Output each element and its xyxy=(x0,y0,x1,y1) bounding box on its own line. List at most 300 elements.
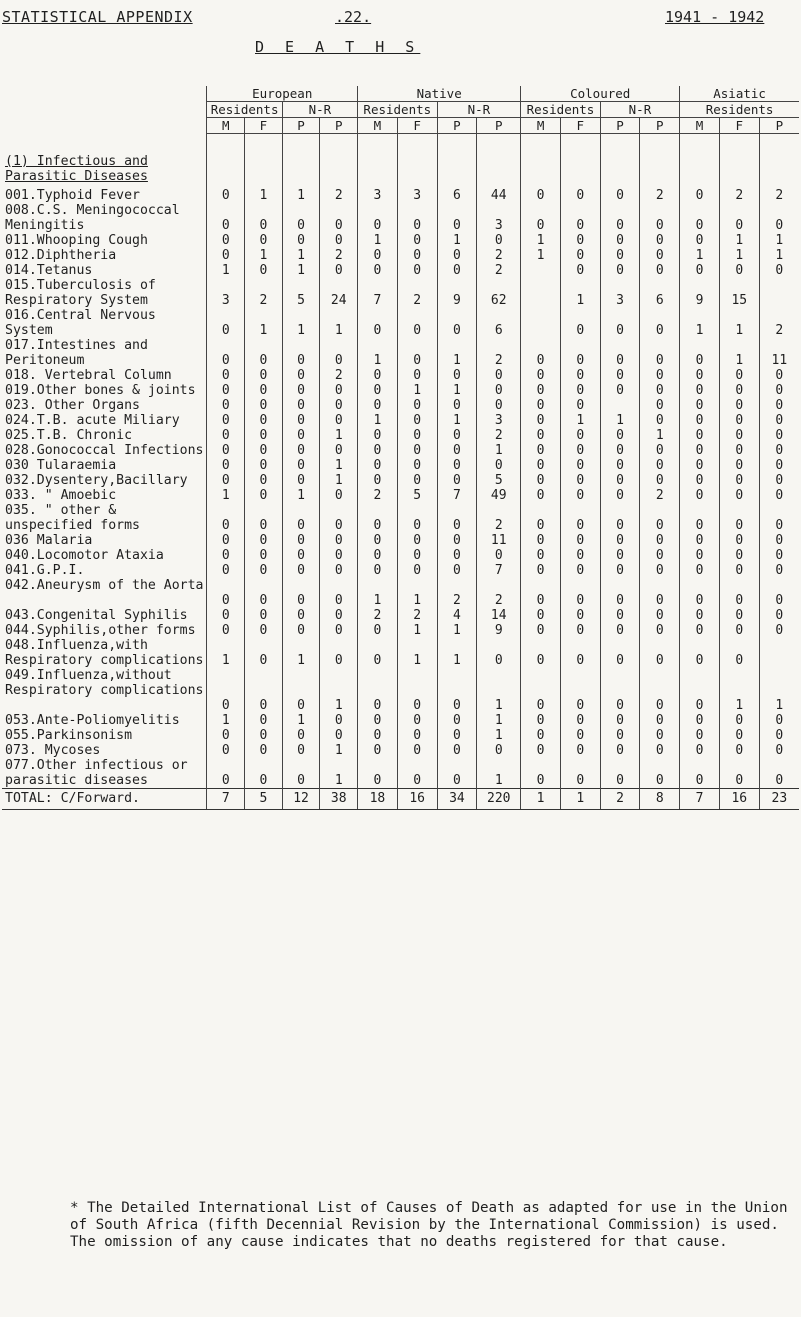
value-cell: 0 xyxy=(282,473,320,488)
cause-label: 077.Other infectious or parasitic diseases xyxy=(5,757,188,788)
value-cell: 0 xyxy=(719,713,759,728)
value-cell: 0 xyxy=(560,503,600,533)
value-cell: 0 xyxy=(397,548,437,563)
value-cell: 0 xyxy=(358,398,398,413)
value-cell: 0 xyxy=(680,488,720,503)
value-cell: 0 xyxy=(320,233,358,248)
blank-cell xyxy=(680,134,720,188)
value-cell: 0 xyxy=(282,428,320,443)
value-cell: 0 xyxy=(719,458,759,473)
value-cell: 0 xyxy=(207,233,245,248)
value-cell: 0 xyxy=(719,728,759,743)
value-cell: 2 xyxy=(759,188,799,203)
value-cell: 0 xyxy=(207,473,245,488)
value-cell: 0 xyxy=(477,458,521,473)
value-cell: 1 xyxy=(397,578,437,608)
value-cell: 0 xyxy=(207,563,245,578)
table-row xyxy=(2,248,799,263)
value-cell: 0 xyxy=(560,488,600,503)
value-cell: 0 xyxy=(759,578,799,608)
table-row xyxy=(2,428,799,443)
table-row xyxy=(2,443,799,458)
value-cell: 1 xyxy=(207,263,245,278)
value-cell: 0 xyxy=(437,428,477,443)
value-cell: 0 xyxy=(640,533,680,548)
value-cell: 1 xyxy=(477,443,521,458)
value-cell: 0 xyxy=(397,413,437,428)
blank-cell xyxy=(437,134,477,188)
blank-cell xyxy=(320,134,358,188)
value-cell: 0 xyxy=(397,368,437,383)
value-cell: 0 xyxy=(719,608,759,623)
value-cell: 0 xyxy=(320,443,358,458)
value-cell: 0 xyxy=(560,368,600,383)
value-cell: 0 xyxy=(397,668,437,713)
value-cell: 0 xyxy=(245,368,283,383)
cause-label: 040.Locomotor Ataxia xyxy=(5,547,164,563)
value-cell: 2 xyxy=(437,578,477,608)
value-cell: 1 xyxy=(320,743,358,758)
subgroup-header: Residents xyxy=(680,102,799,118)
group-header-european: European xyxy=(207,86,358,102)
value-cell: 1 xyxy=(245,188,283,203)
value-cell: 0 xyxy=(719,443,759,458)
value-cell: 0 xyxy=(759,443,799,458)
value-cell: 0 xyxy=(207,458,245,473)
blank-cell xyxy=(477,134,521,188)
total-row xyxy=(2,788,799,809)
value-cell: 0 xyxy=(437,743,477,758)
value-cell: 1 xyxy=(600,413,640,428)
value-cell: 0 xyxy=(560,548,600,563)
value-cell: 5 xyxy=(397,488,437,503)
value-cell: 0 xyxy=(358,473,398,488)
value-cell: 0 xyxy=(397,233,437,248)
value-cell: 0 xyxy=(245,398,283,413)
cause-label: 019.Other bones & joints xyxy=(5,382,196,398)
value-cell: 0 xyxy=(521,428,561,443)
value-cell: 1 xyxy=(397,623,437,638)
value-cell: 0 xyxy=(521,188,561,203)
value-cell: 0 xyxy=(680,563,720,578)
value-cell: 0 xyxy=(560,713,600,728)
value-cell: 0 xyxy=(207,578,245,608)
value-cell: 0 xyxy=(680,758,720,789)
value-cell: 0 xyxy=(358,638,398,668)
value-cell: 0 xyxy=(282,368,320,383)
value-cell: 0 xyxy=(397,308,437,338)
report-year: 1941 - 1942 xyxy=(665,8,765,26)
value-cell: 0 xyxy=(397,713,437,728)
value-cell: 0 xyxy=(245,503,283,533)
column-header: F xyxy=(245,118,283,134)
value-cell: 24 xyxy=(320,278,358,308)
value-cell: 1 xyxy=(719,668,759,713)
value-cell: 0 xyxy=(207,728,245,743)
value-cell: 0 xyxy=(477,743,521,758)
value-cell: 0 xyxy=(437,503,477,533)
value-cell: 0 xyxy=(320,203,358,233)
value-cell: 1 xyxy=(477,713,521,728)
value-cell: 0 xyxy=(640,713,680,728)
value-cell: 0 xyxy=(207,668,245,713)
value-cell: 1 xyxy=(437,413,477,428)
total-cell: 23 xyxy=(759,788,799,809)
blank-cell xyxy=(600,134,640,188)
value-cell: 0 xyxy=(719,638,759,668)
value-cell: 1 xyxy=(477,668,521,713)
blank-cell xyxy=(759,134,799,188)
table-row xyxy=(2,458,799,473)
value-cell xyxy=(759,278,799,308)
blank-cell xyxy=(245,134,283,188)
column-header: P xyxy=(477,118,521,134)
value-cell: 0 xyxy=(245,428,283,443)
value-cell: 0 xyxy=(437,728,477,743)
column-header: F xyxy=(560,118,600,134)
value-cell: 0 xyxy=(600,203,640,233)
value-cell: 0 xyxy=(207,398,245,413)
value-cell: 0 xyxy=(560,638,600,668)
value-cell: 0 xyxy=(320,488,358,503)
table-row xyxy=(2,488,799,503)
value-cell: 1 xyxy=(282,488,320,503)
value-cell: 0 xyxy=(719,758,759,789)
value-cell: 0 xyxy=(207,443,245,458)
total-cell: 8 xyxy=(640,788,680,809)
blank-cell xyxy=(521,134,561,188)
value-cell: 0 xyxy=(680,458,720,473)
blank-cell xyxy=(719,134,759,188)
blank-cell xyxy=(282,134,320,188)
value-cell: 0 xyxy=(640,758,680,789)
value-cell: 1 xyxy=(207,638,245,668)
value-cell: 1 xyxy=(759,233,799,248)
value-cell: 0 xyxy=(759,473,799,488)
cause-label: 011.Whooping Cough xyxy=(5,232,148,248)
value-cell: 0 xyxy=(640,578,680,608)
value-cell: 1 xyxy=(477,728,521,743)
value-cell xyxy=(521,278,561,308)
value-cell: 0 xyxy=(245,488,283,503)
value-cell: 2 xyxy=(477,248,521,263)
value-cell: 0 xyxy=(320,383,358,398)
value-cell: 9 xyxy=(437,278,477,308)
blank-cell xyxy=(640,134,680,188)
blank-cell xyxy=(207,134,245,188)
footnote xyxy=(70,1200,795,1251)
value-cell: 3 xyxy=(477,413,521,428)
blank-cell xyxy=(358,134,398,188)
value-cell: 0 xyxy=(358,623,398,638)
value-cell: 1 xyxy=(245,248,283,263)
value-cell: 0 xyxy=(600,623,640,638)
group-header-native: Native xyxy=(358,86,521,102)
total-cell: 18 xyxy=(358,788,398,809)
value-cell: 0 xyxy=(207,743,245,758)
value-cell: 2 xyxy=(358,488,398,503)
deaths-table xyxy=(2,86,799,810)
page-number: .22. xyxy=(335,8,372,26)
value-cell: 0 xyxy=(477,548,521,563)
value-cell: 0 xyxy=(521,743,561,758)
value-cell: 0 xyxy=(680,638,720,668)
value-cell: 0 xyxy=(560,743,600,758)
value-cell: 0 xyxy=(680,233,720,248)
column-header: P xyxy=(600,118,640,134)
value-cell: 0 xyxy=(600,368,640,383)
value-cell: 0 xyxy=(397,338,437,368)
value-cell: 0 xyxy=(759,368,799,383)
value-cell: 0 xyxy=(600,578,640,608)
value-cell: 0 xyxy=(640,458,680,473)
value-cell: 2 xyxy=(320,248,358,263)
column-header: P xyxy=(282,118,320,134)
value-cell: 0 xyxy=(437,308,477,338)
value-cell: 2 xyxy=(477,428,521,443)
value-cell: 0 xyxy=(437,203,477,233)
value-cell: 0 xyxy=(437,713,477,728)
value-cell: 1 xyxy=(282,263,320,278)
value-cell: 0 xyxy=(680,743,720,758)
value-cell: 0 xyxy=(640,623,680,638)
value-cell: 0 xyxy=(680,668,720,713)
value-cell: 0 xyxy=(560,728,600,743)
value-cell: 0 xyxy=(560,428,600,443)
value-cell: 0 xyxy=(282,758,320,789)
cause-label: 036 Malaria xyxy=(5,532,93,548)
cause-label: 024.T.B. acute Miliary xyxy=(5,412,180,428)
value-cell: 0 xyxy=(358,248,398,263)
value-cell: 0 xyxy=(245,383,283,398)
value-cell: 7 xyxy=(358,278,398,308)
value-cell: 3 xyxy=(600,278,640,308)
value-cell: 0 xyxy=(759,398,799,413)
value-cell: 0 xyxy=(207,758,245,789)
cause-label: 041.G.P.I. xyxy=(5,562,85,578)
table-row xyxy=(2,668,799,713)
value-cell: 0 xyxy=(759,533,799,548)
value-cell: 1 xyxy=(320,473,358,488)
table-row xyxy=(2,728,799,743)
value-cell: 0 xyxy=(600,263,640,278)
value-cell: 2 xyxy=(320,368,358,383)
value-cell: 0 xyxy=(600,188,640,203)
cause-label: 042.Aneurysm of the Aorta xyxy=(5,577,204,593)
table-row xyxy=(2,713,799,728)
cause-label: 053.Ante-Poliomyelitis xyxy=(5,712,180,728)
value-cell: 0 xyxy=(358,533,398,548)
value-cell: 0 xyxy=(521,578,561,608)
total-cell: 7 xyxy=(207,788,245,809)
value-cell: 0 xyxy=(477,398,521,413)
value-cell: 0 xyxy=(521,623,561,638)
subgroup-header: Residents xyxy=(358,102,437,118)
value-cell: 0 xyxy=(358,383,398,398)
value-cell: 0 xyxy=(719,473,759,488)
value-cell: 9 xyxy=(680,278,720,308)
value-cell: 0 xyxy=(437,458,477,473)
value-cell: 0 xyxy=(680,548,720,563)
value-cell: 0 xyxy=(600,638,640,668)
value-cell: 0 xyxy=(680,338,720,368)
cause-label: 025.T.B. Chronic xyxy=(5,427,133,443)
cause-label: 044.Syphilis,other forms xyxy=(5,622,196,638)
value-cell: 0 xyxy=(521,398,561,413)
value-cell: 0 xyxy=(600,608,640,623)
value-cell: 0 xyxy=(320,623,358,638)
table-row xyxy=(2,383,799,398)
value-cell: 1 xyxy=(320,758,358,789)
value-cell: 0 xyxy=(282,623,320,638)
value-cell: 0 xyxy=(282,458,320,473)
value-cell: 0 xyxy=(759,623,799,638)
value-cell: 0 xyxy=(560,443,600,458)
value-cell: 0 xyxy=(207,428,245,443)
table-row xyxy=(2,233,799,248)
value-cell: 0 xyxy=(320,503,358,533)
value-cell: 0 xyxy=(397,458,437,473)
value-cell: 1 xyxy=(282,188,320,203)
value-cell: 0 xyxy=(640,203,680,233)
value-cell: 1 xyxy=(282,308,320,338)
value-cell: 0 xyxy=(245,548,283,563)
value-cell: 0 xyxy=(640,563,680,578)
subgroup-header: N-R xyxy=(282,102,357,118)
value-cell: 0 xyxy=(640,443,680,458)
total-label: TOTAL: C/Forward. xyxy=(2,788,207,809)
value-cell: 0 xyxy=(282,548,320,563)
group-header-asiatic: Asiatic xyxy=(680,86,799,102)
value-cell: 1 xyxy=(358,338,398,368)
value-cell: 0 xyxy=(680,728,720,743)
value-cell: 0 xyxy=(680,188,720,203)
value-cell: 1 xyxy=(719,233,759,248)
header-blank xyxy=(2,86,207,102)
value-cell: 0 xyxy=(759,548,799,563)
value-cell: 0 xyxy=(358,458,398,473)
value-cell: 0 xyxy=(207,188,245,203)
value-cell: 0 xyxy=(207,338,245,368)
footnote-text: * The Detailed International List of Causes of Death as adapted for use in the Union of South Africa (fifth Decennial Revision by the International Commission) is used. The omission of any cause indicates that no deaths registered for that cause. xyxy=(70,1200,788,1250)
value-cell: 0 xyxy=(680,443,720,458)
value-cell: 0 xyxy=(397,503,437,533)
value-cell: 0 xyxy=(719,533,759,548)
value-cell: 0 xyxy=(521,458,561,473)
value-cell: 2 xyxy=(320,188,358,203)
value-cell: 0 xyxy=(358,728,398,743)
value-cell: 0 xyxy=(560,758,600,789)
value-cell: 0 xyxy=(397,758,437,789)
value-cell: 0 xyxy=(207,608,245,623)
value-cell: 1 xyxy=(521,233,561,248)
value-cell: 1 xyxy=(437,623,477,638)
value-cell: 0 xyxy=(358,263,398,278)
value-cell: 0 xyxy=(719,743,759,758)
value-cell: 1 xyxy=(282,638,320,668)
value-cell: 0 xyxy=(245,758,283,789)
value-cell: 0 xyxy=(282,503,320,533)
header-blank xyxy=(2,102,207,118)
value-cell: 0 xyxy=(245,338,283,368)
value-cell: 0 xyxy=(437,443,477,458)
value-cell: 0 xyxy=(320,548,358,563)
value-cell: 0 xyxy=(477,638,521,668)
value-cell: 1 xyxy=(719,338,759,368)
value-cell: 0 xyxy=(600,443,640,458)
value-cell: 0 xyxy=(680,533,720,548)
value-cell: 7 xyxy=(477,563,521,578)
value-cell: 0 xyxy=(640,368,680,383)
value-cell: 0 xyxy=(680,608,720,623)
page-header xyxy=(0,0,801,70)
value-cell: 2 xyxy=(640,488,680,503)
total-cell: 1 xyxy=(521,788,561,809)
value-cell: 0 xyxy=(397,563,437,578)
value-cell: 1 xyxy=(437,383,477,398)
value-cell xyxy=(759,638,799,668)
value-cell xyxy=(521,263,561,278)
cause-label: 073. Mycoses xyxy=(5,742,101,758)
value-cell: 15 xyxy=(719,278,759,308)
value-cell: 1 xyxy=(521,248,561,263)
value-cell: 0 xyxy=(437,668,477,713)
cause-label: 028.Gonococcal Infections xyxy=(5,442,204,458)
value-cell: 0 xyxy=(282,563,320,578)
value-cell: 0 xyxy=(521,563,561,578)
value-cell: 0 xyxy=(560,473,600,488)
value-cell: 0 xyxy=(397,428,437,443)
value-cell: 0 xyxy=(719,203,759,233)
value-cell: 0 xyxy=(282,443,320,458)
value-cell: 11 xyxy=(759,338,799,368)
value-cell: 1 xyxy=(320,428,358,443)
table-row xyxy=(2,338,799,368)
value-cell: 0 xyxy=(640,398,680,413)
value-cell: 0 xyxy=(680,623,720,638)
value-cell: 0 xyxy=(320,413,358,428)
value-cell: 0 xyxy=(600,758,640,789)
table-row xyxy=(2,578,799,608)
value-cell: 0 xyxy=(245,623,283,638)
value-cell: 0 xyxy=(600,563,640,578)
value-cell: 0 xyxy=(759,413,799,428)
table-row xyxy=(2,548,799,563)
value-cell: 0 xyxy=(282,578,320,608)
value-cell: 1 xyxy=(759,668,799,713)
value-cell: 0 xyxy=(207,203,245,233)
value-cell: 6 xyxy=(477,308,521,338)
value-cell: 0 xyxy=(719,398,759,413)
value-cell: 0 xyxy=(680,383,720,398)
value-cell: 0 xyxy=(397,533,437,548)
value-cell: 0 xyxy=(437,533,477,548)
value-cell: 0 xyxy=(477,233,521,248)
cause-label: 015.Tuberculosis of Respiratory System xyxy=(5,277,156,308)
cause-label: 014.Tetanus xyxy=(5,262,93,278)
value-cell: 0 xyxy=(680,368,720,383)
value-cell: 2 xyxy=(397,278,437,308)
table-row xyxy=(2,398,799,413)
value-cell: 0 xyxy=(207,368,245,383)
value-cell: 0 xyxy=(640,668,680,713)
table-row xyxy=(2,758,799,789)
value-cell: 1 xyxy=(397,638,437,668)
value-cell: 0 xyxy=(640,383,680,398)
total-cell: 220 xyxy=(477,788,521,809)
value-cell: 0 xyxy=(759,503,799,533)
value-cell: 0 xyxy=(282,728,320,743)
